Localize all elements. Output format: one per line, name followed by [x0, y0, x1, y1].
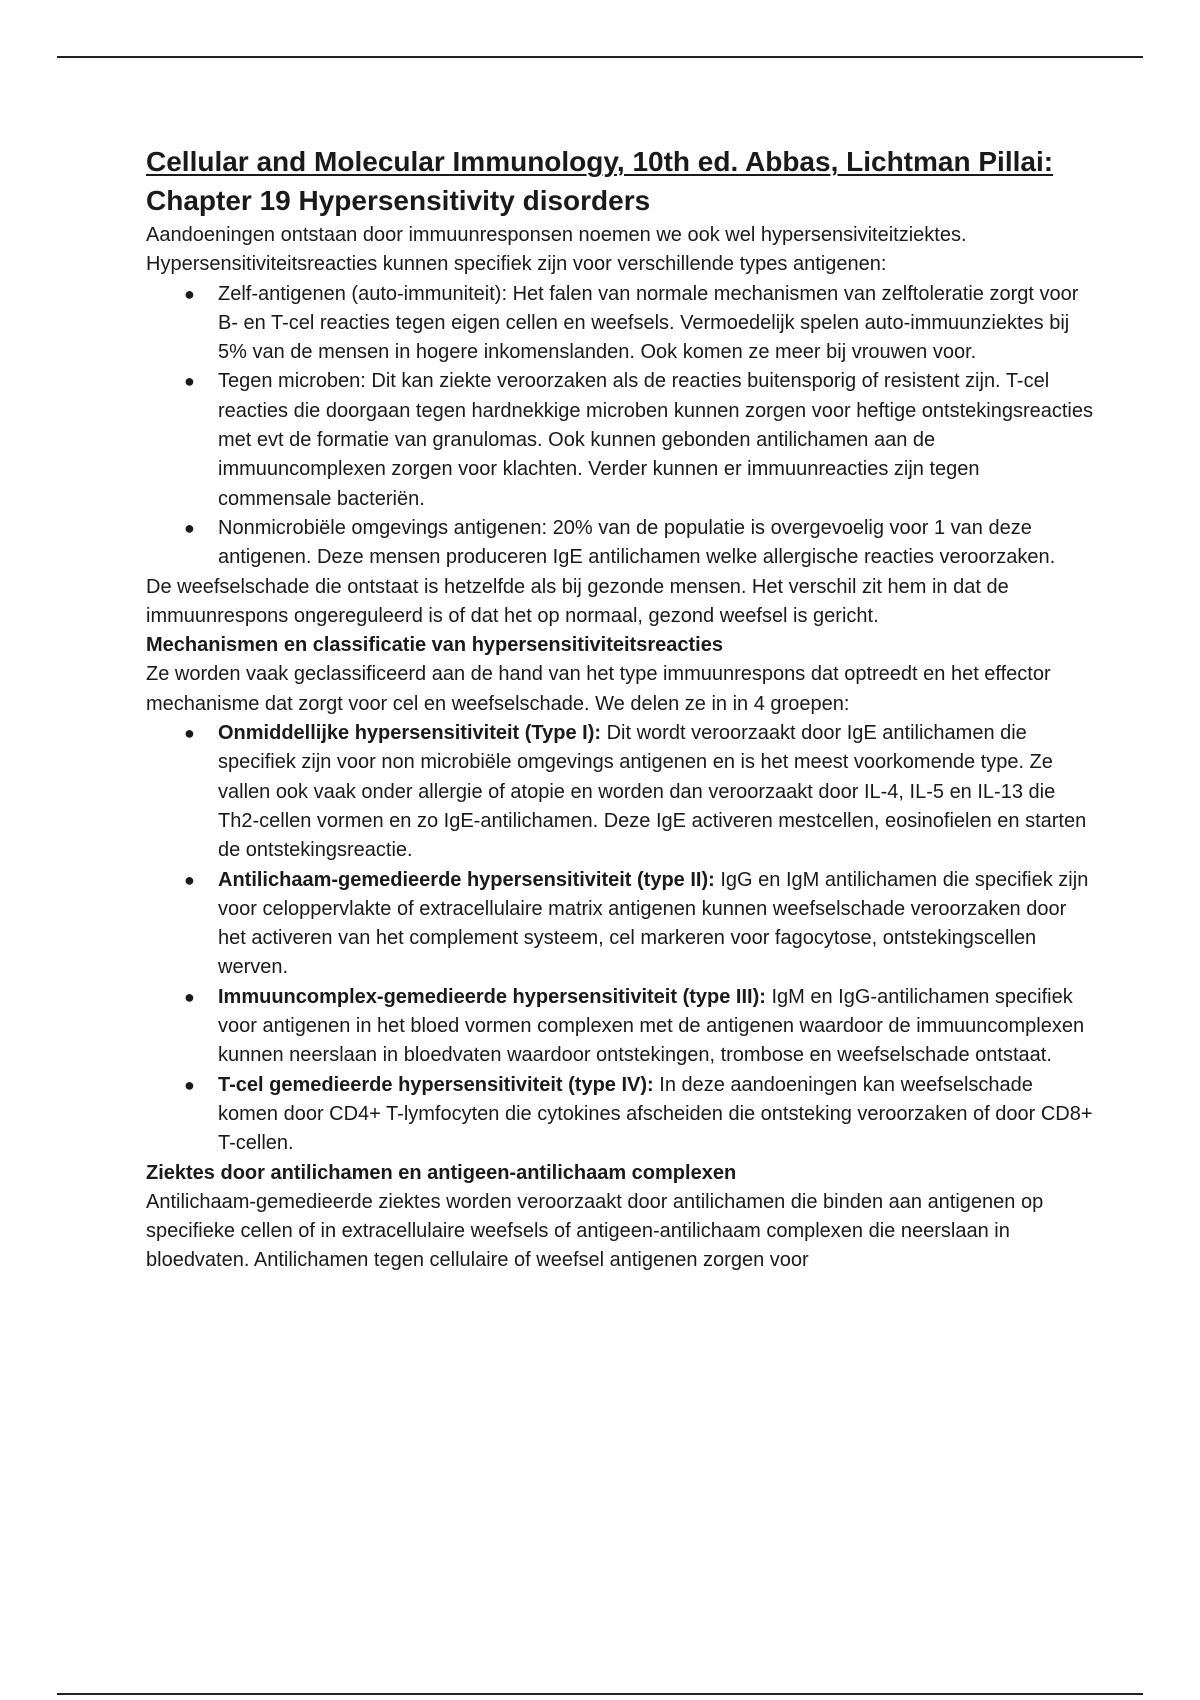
list-item-text: Tegen microben: Dit kan ziekte veroorzaken als de reacties buitensporig of resistent zijn. T-cel reacties die doorgaan tegen hardnekkige microben kunnen zorgen voor heftige ontstekingsreacties met evt de formatie van granulomas. Ook kunnen gebonden antilichamen aan de immuuncomplexen zorgen voor klachten. Verder kunnen er immuunreacties zijn tegen commensale bacteriën.: [218, 370, 1093, 510]
damage-paragraph: De weefselschade die ontstaat is hetzelfde als bij gezonde mensen. Het verschil zit hem in dat de immuunrespons ongereguleerd is of dat het op normaal, gezond weefsel is gericht.: [146, 575, 1009, 627]
hypersensitivity-types-list: [146, 719, 1096, 1158]
list-item-text: Nonmicrobiële omgevings antigenen: 20% van de populatie is overgevoelig voor 1 van deze antigenen. Deze mensen produceren IgE antilichamen welke allergische reacties veroorzaken.: [218, 516, 1056, 569]
list-item: [146, 367, 1096, 513]
type-description: IgG en IgM antilichamen die specifiek zijn voor celoppervlakte of extracellulaire matrix antigenen kunnen weefselschade veroorzaken door het activeren van het complement systeem, cel markeren voor fagocytose, ontstekingscellen werven.: [218, 868, 1089, 979]
type-term: Antilichaam-gemedieerde hypersensitiviteit (type II):: [218, 868, 715, 891]
list-item: [146, 866, 1096, 983]
type-term: Onmiddellijke hypersensitiviteit (Type I):: [218, 722, 602, 745]
bullet-icon: ●: [184, 1074, 195, 1095]
intro-paragraph: Aandoeningen ontstaan door immuunresponsen noemen we ook wel hypersensiviteitziektes. Hypersensitiviteitsreacties kunnen specifiek zijn voor verschillende types antigenen:: [146, 224, 967, 276]
list-item: [146, 1071, 1096, 1159]
document-body: [146, 142, 1096, 1276]
list-item: [146, 280, 1096, 368]
section-heading-mechanisms: Mechanismen en classificatie van hypersensitiviteitsreacties: [146, 634, 723, 657]
chapter-title: Chapter 19 Hypersensitivity disorders: [146, 185, 651, 216]
bullet-icon: ●: [184, 517, 195, 538]
antigen-types-list: [146, 280, 1096, 573]
type-term: T-cel gemedieerde hypersensitiviteit (type IV):: [218, 1073, 654, 1096]
section-heading-antibody-diseases: Ziektes door antilichamen en antigeen-antilichaam complexen: [146, 1161, 737, 1184]
list-item: [146, 514, 1096, 573]
book-title: Cellular and Molecular Immunology, 10th ed. Abbas, Lichtman Pillai:: [146, 146, 1054, 177]
list-item: [146, 719, 1096, 865]
list-item-text: Zelf-antigenen (auto-immuniteit): Het falen van normale mechanismen van zelftoleratie zorgt voor B- en T-cel reacties tegen eigen cellen en weefsels. Vermoedelijk spelen auto-immuunziektes bij 5% van de mensen in hogere inkomenslanden. Ook komen ze meer bij vrouwen voor.: [218, 282, 1079, 364]
bottom-rule: [57, 1693, 1143, 1695]
type-description: Dit wordt veroorzaakt door IgE antilichamen die specifiek zijn voor non microbiële omgevings antigenen en is het meest voorkomende type. Ze vallen ook vaak onder allergie of atopie en worden dan veroorzaakt door IL-4, IL-5 en IL-13 die Th2-cellen vormen en zo IgE-antilichamen. Deze IgE activeren mestcellen, eosinofielen en starten de ontstekingsreactie.: [218, 722, 1087, 862]
bullet-icon: ●: [184, 283, 195, 304]
top-rule: [57, 56, 1143, 58]
list-item: [146, 983, 1096, 1071]
bullet-icon: ●: [184, 371, 195, 392]
antibody-diseases-paragraph: Antilichaam-gemedieerde ziektes worden veroorzaakt door antilichamen die binden aan antigenen op specifieke cellen of in extracellulaire weefsels of antigeen-antilichaam complexen die neerslaan in bloedvaten. Antilichamen tegen cellulaire of weefsel antigenen zorgen voor: [146, 1190, 1044, 1272]
type-description: In deze aandoeningen kan weefselschade komen door CD4+ T-lymfocyten die cytokines afscheiden die ontsteking veroorzaken of door CD8+ T-cellen.: [218, 1073, 1093, 1155]
mechanisms-intro: Ze worden vaak geclassificeerd aan de hand van het type immuunrespons dat optreedt en het effector mechanisme dat zorgt voor cel en weefselschade. We delen ze in in 4 groepen:: [146, 663, 1051, 715]
type-description: IgM en IgG-antilichamen specifiek voor antigenen in het bloed vormen complexen met de antigenen waardoor de immuuncomplexen kunnen neerslaan in bloedvaten waardoor ontstekingen, trombose en weefselschade ontstaat.: [218, 985, 1085, 1067]
bullet-icon: ●: [184, 723, 195, 744]
type-term: Immuuncomplex-gemedieerde hypersensitiviteit (type III):: [218, 985, 766, 1008]
bullet-icon: ●: [184, 986, 195, 1007]
bullet-icon: ●: [184, 869, 195, 890]
